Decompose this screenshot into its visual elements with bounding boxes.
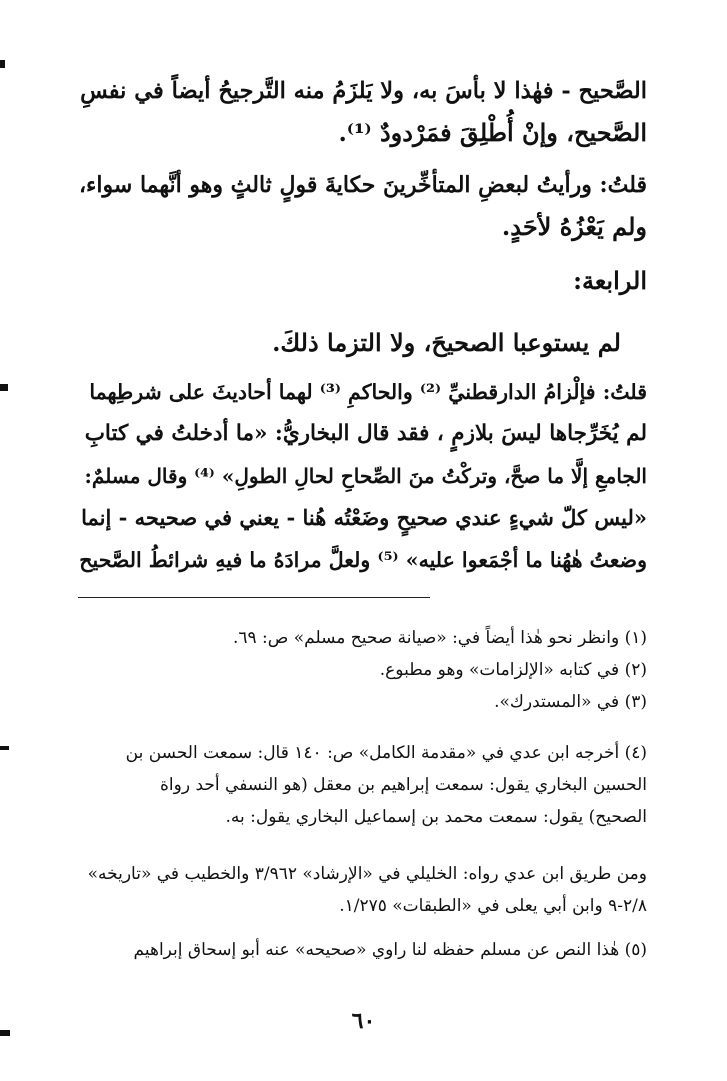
footnote-3: (٣) في «المستدرك». — [494, 692, 647, 712]
text-line: قلتُ: فإلْزامُ الدارقطنيِّ ⁽²⁾ والحاكمِ ⁽³⁾ لهما أحاديثَ على شرطِهما — [89, 380, 647, 404]
footnote-divider — [78, 597, 430, 598]
footnote-line: الحسين البخاري يقول: سمعت إبراهيم بن معقل (هو النسفي أحد رواة — [160, 775, 647, 795]
margin-mark — [0, 746, 9, 750]
footnote-1: (١) وانظر نحو هٰذا أيضاً في: «صيانة صحيح مسلم» ص: ٦٩. — [232, 628, 647, 648]
footnote-line: (٤) أخرجه ابن عدي في «مقدمة الكامل» ص: ١٤٠ قال: سمعت الحسن بن — [125, 743, 647, 763]
footnote-4-continuation — [77, 858, 647, 922]
text-line: ولم يَعْزُهُ لأحَدٍ. — [501, 212, 647, 241]
paragraph-1 — [77, 70, 647, 154]
footnote-5 — [77, 934, 647, 966]
text-line: «ليس كلّ شيءٍ عندي صحيحٍ وضَعْتُه هُنا - يعني في صحيحه - إنما — [81, 505, 647, 530]
footnote-4 — [77, 737, 647, 833]
footnote-line: الصحيح) يقول: سمعت محمد بن إسماعيل البخاري يقول: به. — [225, 807, 647, 827]
footnote-line: ٢/٨-٩ وابن أبي يعلى في «الطبقات» ١/٢٧٥. — [339, 896, 647, 916]
text-line: لم يستوعبا الصحيحَ، ولا التزما ذلكَ. — [272, 328, 621, 357]
margin-mark — [0, 60, 5, 68]
text-line: الصَّحيح، وإنْ أُطْلِقَ فمَرْدودٌ ⁽¹⁾. — [338, 118, 647, 147]
heading-text: الرابعة: — [573, 266, 647, 295]
text-line: وضعتُ هٰهُنا ما أجْمَعوا عليه» ⁽⁵⁾ ولعلَّ مرادَهُ ما فيهِ شرائطُ الصَّحيح — [79, 548, 647, 572]
footnote-line: (٥) هٰذا النص عن مسلم حفظه لنا راوي «صحيحه» عنه أبو إسحاق إبراهيم — [133, 940, 647, 960]
section-heading — [77, 260, 647, 302]
paragraph-4 — [77, 371, 647, 581]
footnote-line: ومن طريق ابن عدي رواه: الخليلي في «الإرشاد» ٣/٩٦٢ والخطيب في «تاريخه» — [87, 864, 647, 884]
margin-mark — [0, 384, 8, 391]
paragraph-3 — [77, 322, 647, 364]
footnote-2: (٢) في كتابه «الإلزامات» وهو مطبوع. — [379, 660, 647, 680]
text-line: الجامعِ إلَّا ما صحَّ، وتركْتُ منَ الصِّحاحِ لحالِ الطولِ» ⁽⁴⁾ وقال مسلمٌ: — [84, 464, 647, 488]
text-line: لم يُخَرِّجاها ليسَ بلازمٍ ، فقد قال البخاريُّ: «ما أدخلتُ في كتابِ — [84, 421, 647, 446]
text-line: قلتُ: ورأيتُ لبعضِ المتأخِّرينَ حكايةَ قولٍ ثالثٍ وهو أنَّهما سواء، — [78, 172, 647, 198]
footnotes-1-3 — [77, 622, 647, 718]
paragraph-2 — [77, 164, 647, 248]
text-line: الصَّحيح - فهٰذا لا بأسَ به، ولا يَلزَمُ منه التَّرجيحُ أيضاً في نفسِ — [80, 78, 647, 104]
page-number: ٦٠ — [351, 1008, 376, 1034]
